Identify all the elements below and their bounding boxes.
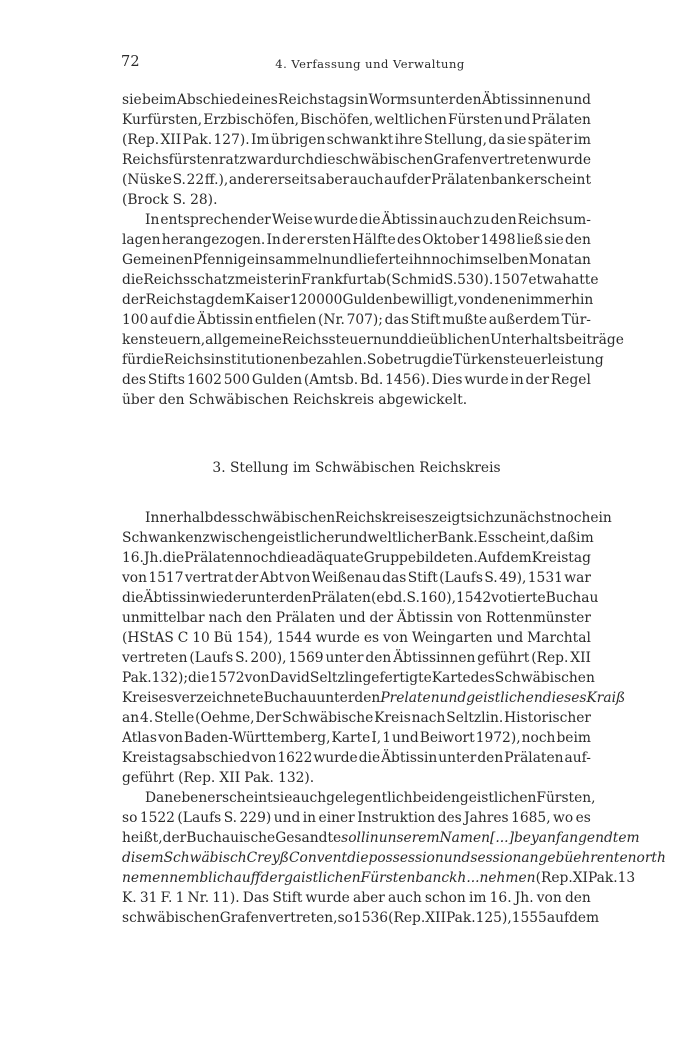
text-line: lagen herangezogen. In der ersten Hälfte des Oktober 1498 ließ sie den: [122, 232, 591, 248]
text-line: unmittelbar nach den Prälaten und der Äbtissin von Rottenmünster: [122, 610, 591, 626]
text-line: Reichsfürstenrat zwar durch die schwäbischen Grafen vertreten wurde: [122, 152, 592, 168]
text-line: disem Schwäbisch Creyß Convent die possession und session an gebüehrenten orth: [122, 850, 666, 866]
text-line: so 1522 (Laufs S. 229) und in einer Instruktion des Jahres 1685, wo es: [122, 810, 591, 826]
body-text: [122, 90, 666, 928]
text-line: kensteuern, allgemeine Reichssteuern und die üblichen Unterhaltsbeiträge: [122, 332, 624, 348]
text-line: Kurfürsten, Erzbischöfen, Bischöfen, weltlichen Fürsten und Prälaten: [122, 112, 591, 128]
text-line: die Äbtissin wieder unter den Prälaten (ebd. S. 160), 1542 votierte Buchau: [122, 590, 599, 606]
text-line: nemen nemblich auff der gaistlichen Fürstenbanckh ... nehmen (Rep. XI Pak. 13: [122, 870, 636, 886]
paragraph-2: [122, 210, 624, 410]
text-line: über den Schwäbischen Reichskreis abgewickelt.: [122, 392, 468, 408]
text-line: des Stifts 1602 500 Gulden (Amtsb. Bd. 1456). Dies wurde in der Regel: [122, 372, 591, 388]
text-line: 100 auf die Äbtissin entfielen (Nr. 707); das Stift mußte außerdem Tür-: [122, 312, 591, 328]
text-line: 16. Jh. die Prälaten noch die adäquate Gruppe bildeten. Auf dem Kreistag: [122, 550, 591, 566]
paragraph-1: [122, 90, 591, 210]
text-line: geführt (Rep. XII Pak. 132).: [122, 770, 315, 786]
text-line: der Reichstag dem Kaiser 120 000 Gulden bewilligt, von denen immerhin: [122, 292, 594, 308]
text-line: Daneben erscheint sie auch gelegentlich bei den geistlichen Fürsten,: [145, 790, 596, 806]
text-line: für die Reichsinstitutionen bezahlen. So betrug die Türkensteuerleistung: [122, 352, 604, 368]
running-title: 4. Verfassung und Verwaltung: [275, 57, 465, 71]
section-heading: 3. Stellung im Schwäbischen Reichskreis: [212, 460, 501, 476]
text-line: (Nüske S. 22 ff.), andererseits aber auch auf der Prälatenbank erscheint: [122, 172, 591, 188]
text-line: heißt, der Buchauische Gesandte soll in unserem Namen [ ... ] bey anfangendtem: [122, 830, 640, 846]
text-line: (Rep. XII Pak. 127). Im übrigen schwankt ihre Stellung, da sie später im: [122, 132, 591, 148]
text-line: Kreises verzeichnete Buchau unter den Prelaten und geistlichen dieses Kraiß: [122, 690, 626, 706]
text-line: K. 31 F. 1 Nr. 11). Das Stift wurde aber auch schon im 16. Jh. von den: [122, 890, 591, 906]
text-line: (Brock S. 28).: [122, 192, 218, 208]
text-line: sie beim Abschied eines Reichstags in Worms unter den Äbtissinnen und: [122, 92, 591, 108]
page-number: 72: [121, 54, 140, 70]
text-line: Gemeinen Pfennig einsammeln und lieferte ihn noch im selben Monat an: [122, 252, 591, 268]
text-line: Atlas von Baden-Württemberg, Karte I, 1 und Beiwort 1972), noch beim: [122, 730, 591, 746]
text-line: von 1517 vertrat der Abt von Weißenau das Stift (Laufs S. 49), 1531 war: [122, 570, 591, 586]
text-line: In entsprechender Weise wurde die Äbtissin auch zu den Reichsum-: [145, 212, 591, 228]
text-line: Kreistagsabschied von 1622 wurde die Äbtissin unter den Prälaten auf-: [122, 750, 591, 766]
text-line: schwäbischen Grafen vertreten, so 1536 (Rep. XII Pak. 125), 1555 auf dem: [122, 910, 600, 926]
paragraph-4: [122, 788, 666, 928]
text-line: Innerhalb des schwäbischen Reichskreises zeigt sich zunächst noch ein: [145, 510, 612, 526]
text-line: Pak. 132); die 1572 von David Seltzlin gefertigte Karte des Schwäbischen: [122, 670, 595, 686]
text-line: die Reichsschatzmeister in Frankfurt ab (Schmid S. 530). 1507 etwa hatte: [122, 272, 599, 288]
text-line: vertreten (Laufs S. 200), 1569 unter den Äbtissinnen geführt (Rep. XII: [122, 650, 591, 666]
text-line: (HStAS C 10 Bü 154), 1544 wurde es von Weingarten und Marchtal: [122, 630, 591, 646]
text-line: an 4. Stelle (Oehme, Der Schwäbische Kreis nach Seltzlin. Historischer: [122, 710, 591, 726]
paragraph-3: [122, 508, 626, 788]
text-line: Schwanken zwischen geistlicher und weltlicher Bank. Es scheint, daß im: [122, 530, 594, 546]
